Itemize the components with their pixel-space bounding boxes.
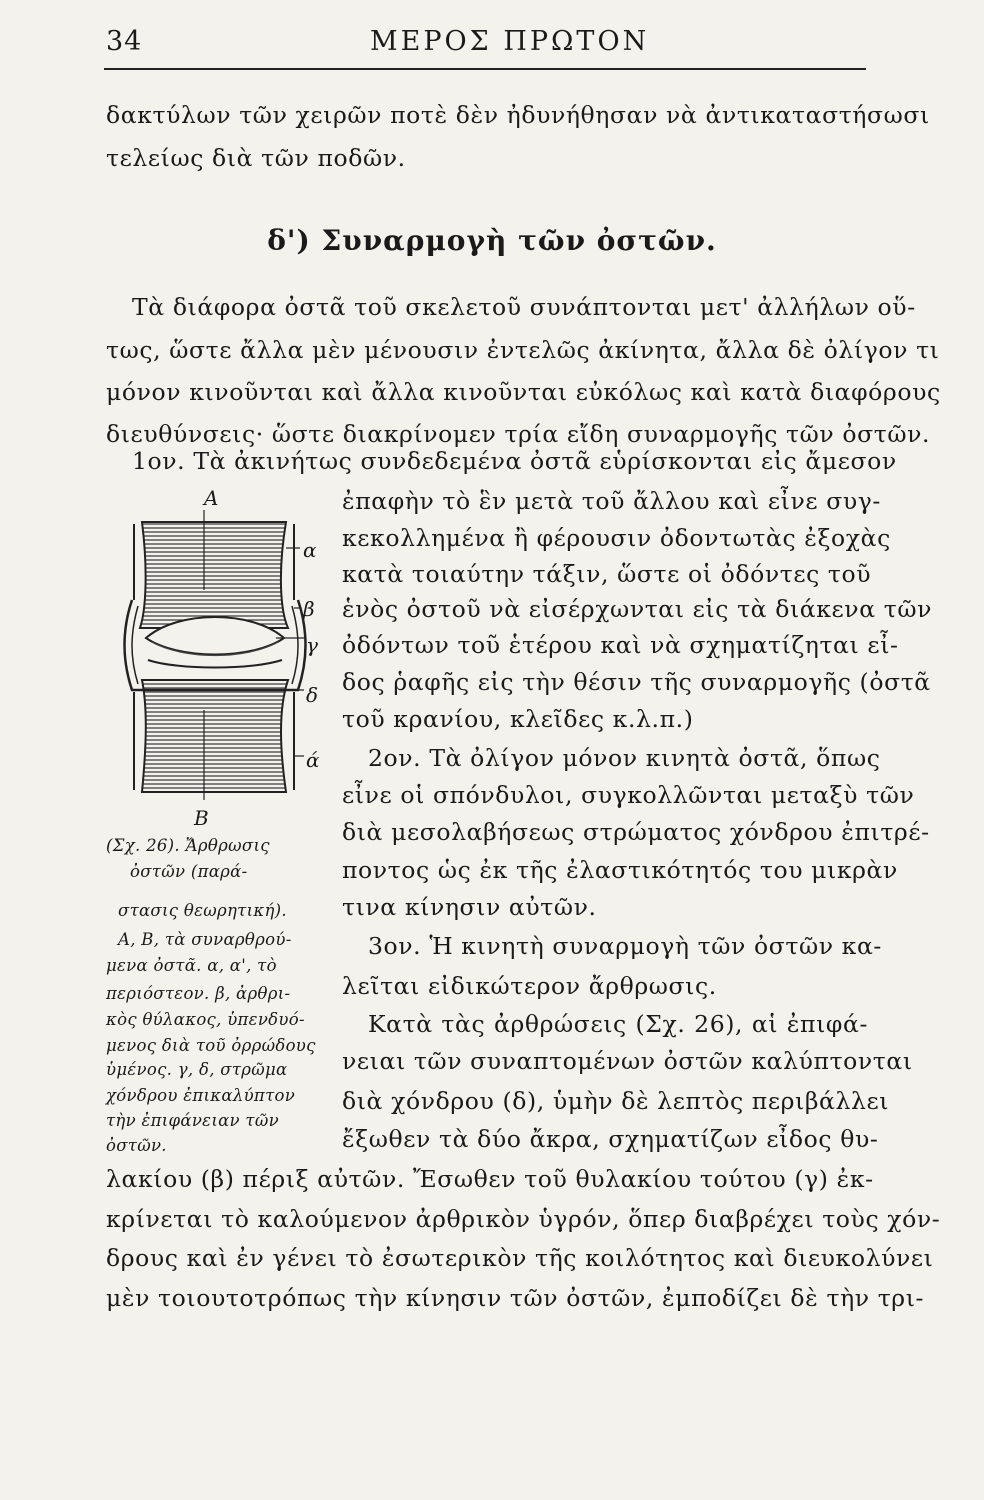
text-line: Τὰ διάφορα ὀστᾶ τοῦ σκελετοῦ συνάπτονται μετ' ἀλλήλων οὕ-	[132, 293, 916, 321]
lower-bone-shaft	[142, 680, 288, 792]
figure-caption-line: τὴν ἐπιφάνειαν τῶν	[106, 1111, 279, 1130]
text-line: κεκολλημένα ἢ φέρουσιν ὀδοντωτὰς ἐξοχὰς	[342, 524, 891, 552]
section-heading: δ') Συναρμογὴ τῶν ὀστῶν.	[267, 224, 717, 257]
figure-caption-line: μενα ὀστᾶ. α, α', τὸ	[106, 956, 277, 975]
text-line: νειαι τῶν συναπτομένων ὀστῶν καλύπτονται	[342, 1047, 913, 1075]
figure-label-b: Β	[194, 806, 209, 830]
item-3-first-line: 3ον. Ἡ κινητὴ συναρμογὴ τῶν ὀστῶν κα-	[368, 932, 882, 960]
figure-caption-line: χόνδρου ἐπικαλύπτον	[106, 1086, 296, 1105]
text-line: Κατὰ τὰς ἀρθρώσεις (Σχ. 26), αἱ ἐπιφά-	[368, 1010, 868, 1038]
text-line: τινα κίνησιν αὐτῶν.	[342, 893, 597, 921]
figure-mark-alpha: α	[303, 538, 317, 562]
figure-mark-beta: β	[303, 597, 315, 621]
text-line: διὰ μεσολαβήσεως στρώματος χόνδρου ἐπιτρέ-	[342, 818, 930, 846]
figure-caption-line: ὀστῶν.	[106, 1136, 167, 1155]
text-line: δρους καὶ ἐν γένει τὸ ἐσωτερικὸν τῆς κοιλότητος καὶ διευκολύνει	[106, 1244, 934, 1272]
text-line: ἔξωθεν τὰ δύο ἄκρα, σχηματίζων εἶδος θυ-	[342, 1125, 879, 1153]
figure-mark-alpha-prime: ά	[306, 748, 320, 772]
page-number: 34	[106, 26, 143, 57]
figure-caption-line: μενος διὰ τοῦ ὀρρώδους	[106, 1036, 316, 1055]
text-line: τελείως διὰ τῶν ποδῶν.	[106, 144, 406, 172]
running-header-title: ΜΕΡΟΣ ΠΡΩΤΟΝ	[370, 26, 650, 57]
figure-caption-line: περιόστεον. β, ἀρθρι-	[106, 984, 291, 1003]
text-line: ὀδόντων τοῦ ἑτέρου καὶ νὰ σχηματίζηται εἶ-	[342, 631, 899, 659]
figure-mark-gamma: γ	[306, 633, 318, 657]
figure-caption-line: στασις θεωρητική).	[118, 901, 287, 920]
text-line: ποντος ὡς ἐκ τῆς ἐλαστικότητός του μικρὰν	[342, 856, 898, 884]
figure-caption-line: ὀστῶν (παρά-	[130, 862, 248, 881]
item-1-first-line: 1ον. Τὰ ἀκινήτως συνδεδεμένα ὀστᾶ εὑρίσκονται εἰς ἄμεσον	[132, 447, 897, 475]
upper-bone-shaft	[140, 522, 288, 628]
text-line: εἶνε οἱ σπόνδυλοι, συγκολλῶνται μεταξὺ τῶν	[342, 781, 915, 809]
text-line: δος ῥαφῆς εἰς τὴν θέσιν τῆς συναρμογῆς (ὀστᾶ	[342, 668, 931, 696]
figure-caption-line: ὑμένος. γ, δ, στρῶμα	[106, 1060, 288, 1079]
text-line: ἑνὸς ὀστοῦ νὰ εἰσέρχωνται εἰς τὰ διάκενα τῶν	[342, 595, 932, 623]
text-line: διὰ χόνδρου (δ), ὑμὴν δὲ λεπτὸς περιβάλλει	[342, 1087, 890, 1115]
text-line: τως, ὥστε ἄλλα μὲν μένουσιν ἐντελῶς ἀκίνητα, ἄλλα δὲ ὀλίγον τι	[106, 336, 940, 364]
text-line: μόνον κινοῦνται καὶ ἄλλα κινοῦνται εὐκόλως καὶ κατὰ διαφόρους	[106, 378, 941, 406]
text-line: λακίου (β) πέριξ αὐτῶν. Ἔσωθεν τοῦ θυλακίου τούτου (γ) ἐκ-	[106, 1165, 874, 1193]
figure-label-a: Α	[204, 486, 219, 510]
text-line: διευθύνσεις· ὥστε διακρίνομεν τρία εἴδη συναρμογῆς τῶν ὀστῶν.	[106, 420, 931, 448]
text-line: ἐπαφὴν τὸ ἓν μετὰ τοῦ ἄλλου καὶ εἶνε συγ-	[342, 487, 881, 515]
text-line: λεῖται εἰδικώτερον ἄρθρωσις.	[342, 972, 717, 1000]
figure-caption-line: κὸς θύλακος, ὑπενδυό-	[106, 1010, 305, 1029]
joint-diagram-figure	[118, 510, 314, 800]
header-rule	[104, 68, 866, 70]
figure-mark-delta: δ	[306, 683, 319, 707]
figure-caption-line: (Σχ. 26). Ἄρθρωσις	[106, 836, 270, 855]
text-line: τοῦ κρανίου, κλεῖδες κ.λ.π.)	[342, 705, 694, 733]
item-2-first-line: 2ον. Τὰ ὀλίγον μόνον κινητὰ ὀστᾶ, ὅπως	[368, 744, 881, 772]
text-line: κατὰ τοιαύτην τάξιν, ὥστε οἱ ὀδόντες τοῦ	[342, 560, 872, 588]
text-line: δακτύλων τῶν χειρῶν ποτὲ δὲν ἠδυνήθησαν νὰ ἀντικαταστήσωσι	[106, 101, 930, 129]
text-line: μὲν τοιουτοτρόπως τὴν κίνησιν τῶν ὀστῶν, ἐμποδίζει δὲ τὴν τρι-	[106, 1284, 925, 1312]
figure-caption-line: Α, Β, τὰ συναρθρού-	[118, 930, 292, 949]
text-line: κρίνεται τὸ καλούμενον ἀρθρικὸν ὑγρόν, ὅπερ διαβρέχει τοὺς χόν-	[106, 1205, 941, 1233]
